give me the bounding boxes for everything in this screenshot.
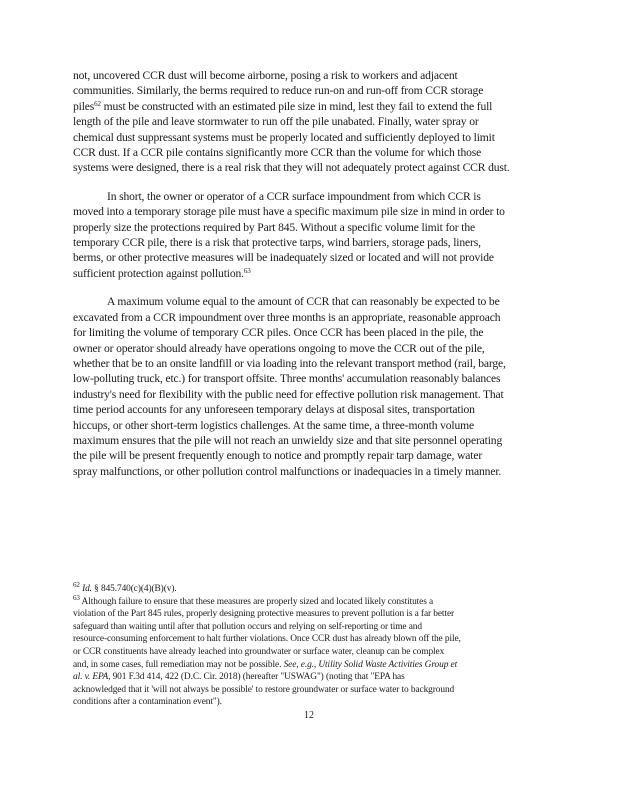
paragraph-3-line-2: excavated from a CCR impoundment over three months is an appropriate, reasonable approach [73, 310, 501, 324]
paragraph-1-line-7: systems were designed, there is a real risk that they will not adequately protect against CCR dust. [73, 161, 510, 175]
footnote-63-line-6 [73, 659, 603, 672]
footnote-63-line-9: conditions after a contamination event"). [73, 697, 222, 708]
paragraph-3-line-10: maximum ensures that the pile will not reach an unwieldy size and that site personnel operating [73, 433, 503, 447]
footnote-63-line-1-text: Although failure to ensure that these measures are properly sized and located likely constitutes a [81, 596, 434, 607]
footnotes [73, 583, 603, 709]
paragraph-2-line-4: temporary CCR pile, there is a risk that protective tarps, wind barriers, storage pads, liners, [73, 236, 481, 250]
footnote-ref-63[interactable]: 63 [243, 266, 251, 275]
paragraph-2-line-3: properly size the protections required by Part 845. Without a specific volume limit for the [73, 220, 475, 234]
paragraph-3-line-9: hiccups, or other short-term logistics challenges. At the same time, a three-month volume [73, 418, 475, 432]
footnote-63-line-1 [73, 593, 603, 609]
paragraph-3-line-12: spray malfunctions, or other pollution control malfunctions or inadequacies in a timely manner. [73, 464, 502, 478]
paragraph-3-line-1: A maximum volume equal to the amount of CCR that can reasonably be expected to be [107, 295, 500, 309]
footnote-62-line [73, 583, 603, 596]
footnote-63-line-7-plain: , 901 F.3d 414, 422 (D.C. Cir. 2018) (hereafter "USWAG") (noting that "EPA has [108, 672, 405, 683]
paragraph-2-line-6-text: sufficient protection against pollution. [73, 266, 244, 280]
paragraph-1-line-5: chemical dust suppressant systems must be properly located and sufficiently deployed to limit [73, 130, 495, 144]
footnote-62 [73, 583, 603, 596]
footnote-62-number: 62 [73, 581, 80, 589]
paragraph-1-line-3 [73, 99, 605, 114]
footnote-62-text: § 845.740(c)(4)(B)(v). [94, 584, 177, 594]
paragraph-3 [73, 294, 605, 479]
paragraph-2-line-1: In short, the owner or operator of a CCR surface impoundment from which CCR is [107, 189, 481, 203]
paragraph-3-line-4: owner or operator should already have operations ongoing to move the CCR out of the pile, [73, 341, 485, 355]
footnote-63-line-4: resource-consuming enforcement to halt further violations. Once CCR dust has already blown off the pile, [73, 634, 461, 645]
paragraph-3-line-8: time period accounts for any unforeseen temporary delays at disposal sites, transportation [73, 403, 475, 417]
footnote-63-line-5: or CCR constituents have already leached into groundwater or surface water, cleanup can be complex [73, 646, 445, 657]
footnote-62-cite: Id. [82, 584, 92, 594]
footnote-63-line-2: violation of the Part 845 rules, properly designing protective measures to prevent pollution is a far better [73, 609, 455, 620]
page-number: 12 [304, 710, 314, 721]
footnote-63-number: 63 [73, 593, 80, 602]
piles-word: piles [73, 99, 95, 113]
paragraph-3-line-5: whether that be to an onsite landfill or via loading into the relevant transport method (rail, barge, [73, 356, 506, 370]
paragraph-3-line-11: the pile will be present frequently enough to notice and promptly repair tarp damage, water [73, 449, 483, 463]
paragraph-3-line-7: industry's need for flexibility with the public need for effective pollution risk management. That [73, 387, 504, 401]
paragraph-2-line-5: berms, or other protective measures will be inadequately sized or located and will not provide [73, 251, 494, 265]
paragraph-1-line-2: communities. Similarly, the berms required to reduce run-on and run-off from CCR storage [73, 84, 484, 98]
footnote-63-line-8: acknowledged that it 'will not always be possible' to restore groundwater or surface water to background [73, 684, 455, 695]
paragraph-1-line-1: not, uncovered CCR dust will become airborne, posing a risk to workers and adjacent [73, 69, 458, 82]
paragraph-3-line-6: low-polluting truck, etc.) for transport offsite. Three months' accumulation reasonably balances [73, 372, 501, 386]
body-text [73, 68, 605, 492]
footnote-63-line-6-citation: See, e.g., Utility Solid Waste Activities Group et [283, 659, 458, 670]
footnote-63 [73, 593, 603, 709]
footnote-63-line-6-plain: and, in some cases, full remediation may not be possible. [73, 659, 284, 670]
paragraph-1-line-4: length of the pile and leave stormwater to run off the pile unabated. Finally, water spray or [73, 115, 479, 129]
paragraph-1-line-3-text: must be constructed with an estimated pile size in mind, lest they fail to extend the full [103, 99, 493, 113]
paragraph-2-line-6 [73, 266, 605, 281]
footnote-63-line-3: safeguard than waiting until after that pollution occurs and relying on self-reporting or time and [73, 621, 422, 632]
footnote-63-line-7-citation: al. v. EPA [73, 672, 109, 683]
footnote-63-line-7 [73, 671, 603, 684]
paragraph-2 [73, 189, 605, 281]
paragraph-3-line-3: for limiting the volume of temporary CCR piles. Once CCR has been placed in the pile, the [73, 326, 484, 340]
footnote-ref-62[interactable]: 62 [94, 99, 101, 108]
paragraph-1-line-6: CCR dust. If a CCR pile contains significantly more CCR than the volume for which those [73, 146, 482, 160]
paragraph-2-line-2: moved into a temporary storage pile must have a specific maximum pile size in mind in order to [73, 205, 505, 219]
paragraph-1 [73, 68, 605, 176]
